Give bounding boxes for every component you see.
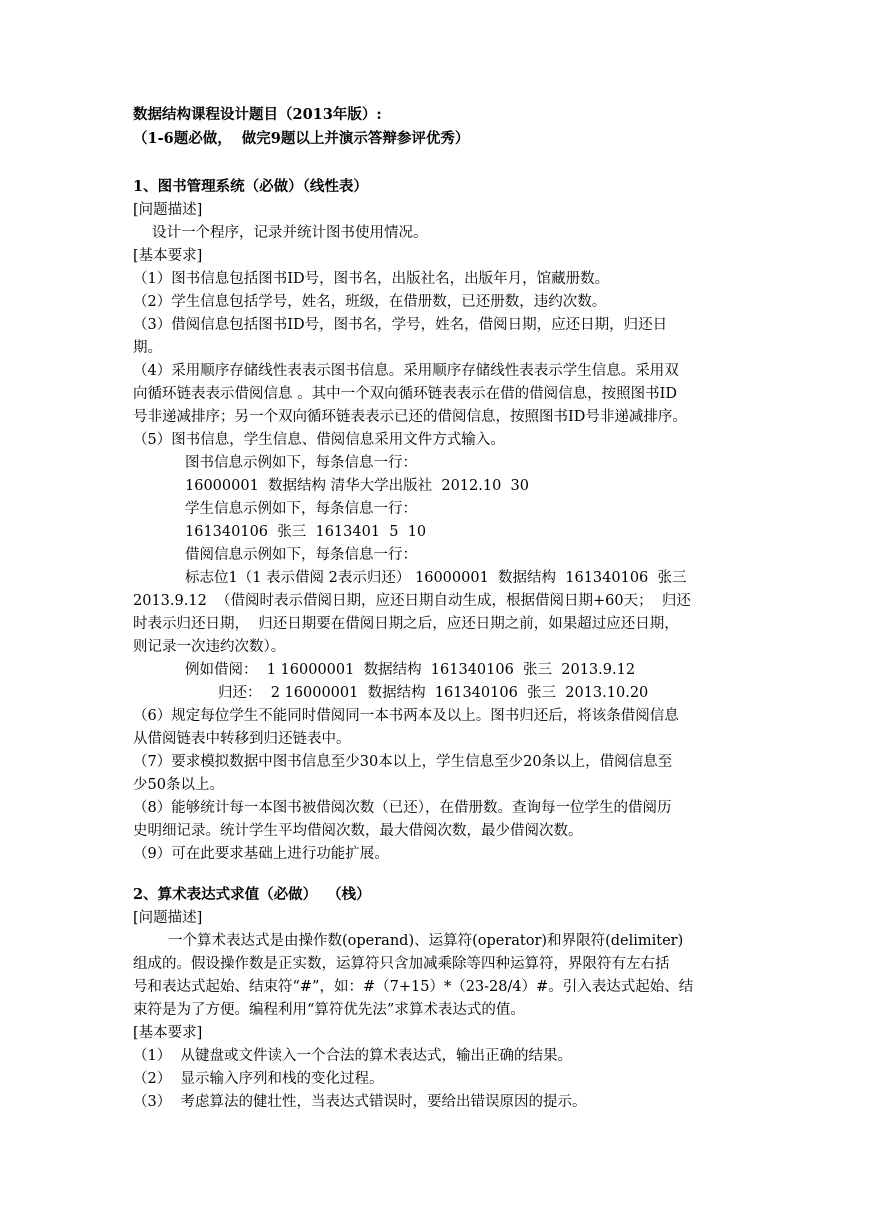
section-2-desc-line1: 一个算术表达式是由操作数(operand)、运算符(operator)和界限符(delimiter)	[168, 933, 684, 949]
req-1-4-line1: （4）采用顺序存储线性表表示图书信息。采用顺序存储线性表表示学生信息。采用双	[133, 363, 679, 379]
example-book-label: 图书信息示例如下，每条信息一行：	[185, 455, 417, 471]
example-borrow-label: 借阅信息示例如下，每条信息一行：	[185, 547, 417, 563]
section-2-req-label: [基本要求]	[133, 1025, 203, 1041]
section-2-desc-line3: 号和表达式起始、结束符“#”，如：#（7+15）*（23-28/4）#。引入表达式起始、结	[133, 979, 694, 995]
example-borrow-instance: 例如借阅： 1 16000001 数据结构 161340106 张三 2013.9.12	[185, 662, 636, 678]
req-1-8-line1: （8）能够统计每一本图书被借阅次数（已还），在借册数。查询每一位学生的借阅历	[133, 800, 672, 816]
example-borrow-line3: 时表示归还日期， 归还日期要在借阅日期之后，应还日期之前，如果超过应还日期，	[133, 616, 679, 632]
section-1-req-label: [基本要求]	[133, 248, 203, 264]
req-1-4-line2: 向循环链表表示借阅信息 。其中一个双向循环链表表示在借的借阅信息，按照图书ID	[133, 386, 677, 402]
section-2-desc-label: [问题描述]	[133, 910, 203, 926]
section-1-desc-label: [问题描述]	[133, 202, 203, 218]
req-1-6-line1: （6）规定每位学生不能同时借阅同一本书两本及以上。图书归还后，将该条借阅信息	[133, 708, 679, 724]
req-2-1: （1） 从键盘或文件读入一个合法的算术表达式，输出正确的结果。	[133, 1048, 572, 1064]
req-1-3-line1: （3）借阅信息包括图书ID号，图书名，学号，姓名，借阅日期，应还日期，归还日	[133, 317, 668, 333]
doc-title: 数据结构课程设计题目（2013年版）:	[133, 106, 382, 123]
req-2-3: （3） 考虑算法的健壮性，当表达式错误时，要给出错误原因的提示。	[133, 1094, 587, 1110]
req-1-6-line2: 从借阅链表中转移到归还链表中。	[133, 731, 351, 747]
doc-subtitle: （1-6题必做， 做完9题以上并演示答辩参评优秀）	[133, 130, 470, 147]
section-2-heading: 2、算术表达式求值（必做） （栈）	[133, 886, 371, 903]
req-2-2: （2） 显示输入序列和栈的变化过程。	[133, 1071, 384, 1087]
example-book: 16000001 数据结构 清华大学出版社 2012.10 30	[185, 478, 529, 494]
section-1-heading: 1、图书管理系统（必做）（线性表）	[133, 178, 368, 195]
section-2-desc-line4: 束符是为了方便。编程利用“算符优先法”求算术表达式的值。	[133, 1002, 525, 1018]
example-borrow-line2: 2013.9.12 （借阅时表示借阅日期，应还日期自动生成，根据借阅日期+60天； 归还	[133, 593, 691, 609]
example-student-label: 学生信息示例如下，每条信息一行：	[185, 501, 417, 517]
example-return-instance: 归还： 2 16000001 数据结构 161340106 张三 2013.10.20	[218, 685, 649, 701]
example-student: 161340106 张三 1613401 5 10	[185, 524, 427, 540]
req-1-2: （2）学生信息包括学号，姓名，班级，在借册数，已还册数，违约次数。	[133, 294, 607, 310]
req-1-9: （9）可在此要求基础上进行功能扩展。	[133, 846, 389, 862]
req-1-3-line2: 期。	[133, 340, 162, 356]
req-1-8-line2: 史明细记录。统计学生平均借阅次数，最大借阅次数，最少借阅次数。	[133, 823, 583, 839]
req-1-7-line1: （7）要求模拟数据中图书信息至少30本以上，学生信息至少20条以上，借阅信息至	[133, 754, 673, 770]
example-borrow-line1: 标志位1（1 表示借阅 2表示归还） 16000001 数据结构 161340106 张三	[185, 570, 687, 586]
example-borrow-line4: 则记录一次违约次数）。	[133, 639, 286, 655]
req-1-1: （1）图书信息包括图书ID号，图书名，出版社名，出版年月，馆藏册数。	[133, 271, 610, 287]
section-2-desc-line2: 组成的。假设操作数是正实数，运算符只含加减乘除等四种运算符，界限符有左右括	[133, 956, 670, 972]
section-1-desc: 设计一个程序，记录并统计图书使用情况。	[152, 225, 428, 241]
req-1-5: （5）图书信息，学生信息、借阅信息采用文件方式输入。	[133, 432, 505, 448]
req-1-4-line3: 号非递减排序；另一个双向循环链表表示已还的借阅信息，按照图书ID号非递减排序。	[133, 409, 687, 425]
req-1-7-line2: 少50条以上。	[133, 777, 224, 793]
